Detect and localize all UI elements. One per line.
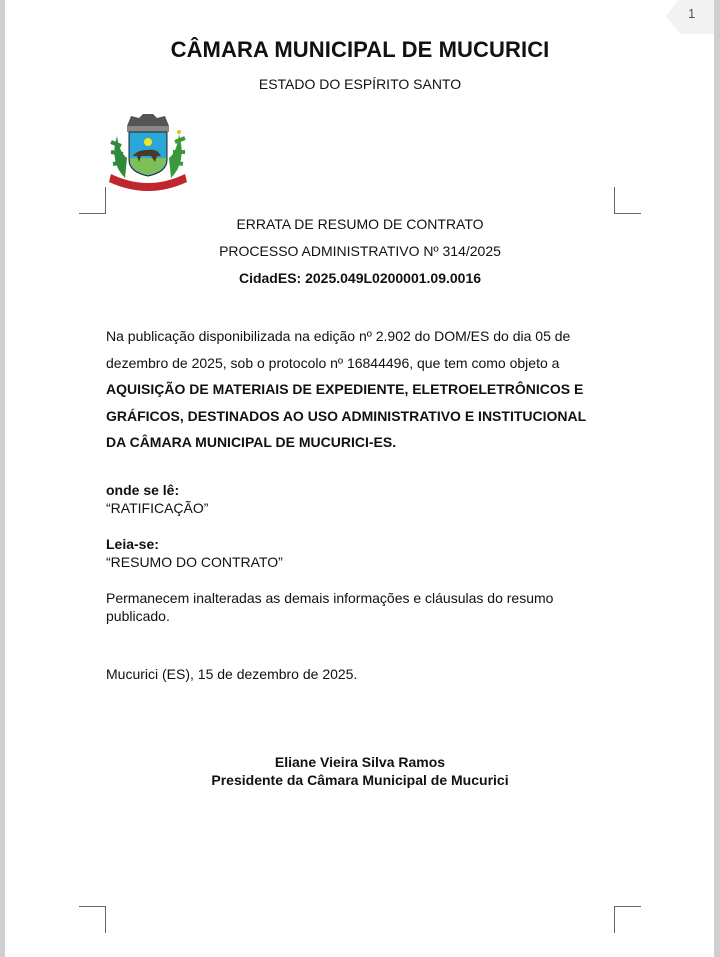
margin-mark-top-left bbox=[79, 187, 106, 214]
cidades-code-heading: CidadES: 2025.049L0200001.09.0016 bbox=[238, 270, 482, 286]
page-title: CÂMARA MUNICIPAL DE MUCURICI bbox=[170, 37, 550, 62]
publication-paragraph bbox=[106, 323, 606, 456]
page-subtitle: ESTADO DO ESPÍRITO SANTO bbox=[258, 76, 462, 92]
contract-object: AQUISIÇÃO DE MATERIAIS DE EXPEDIENTE, ELETROELETRÔNICOS E GRÁFICOS, DESTINADOS AO USO ADMINISTRATIVO E INSTITUCIONAL DA CÂMARA MUNICIPAL DE MUCURICI-ES. bbox=[106, 381, 586, 450]
signatory-name: Eliane Vieira Silva Ramos bbox=[274, 754, 446, 770]
remain-unchanged-text: Permanecem inalteradas as demais informações e cláusulas do resumo publicado. bbox=[106, 590, 554, 624]
where-reads-label: onde se lê: bbox=[106, 482, 180, 498]
coat-of-arms-icon bbox=[105, 112, 191, 196]
margin-mark-bottom-left bbox=[79, 906, 106, 933]
where-reads-value: “RATIFICAÇÃO” bbox=[106, 500, 209, 516]
process-number-heading: PROCESSO ADMINISTRATIVO Nº 314/2025 bbox=[219, 243, 501, 259]
place-date: Mucurici (ES), 15 de dezembro de 2025. bbox=[106, 666, 358, 682]
read-as-value: “RESUMO DO CONTRATO” bbox=[106, 554, 283, 570]
read-as-label: Leia-se: bbox=[106, 536, 159, 552]
signatory-role: Presidente da Câmara Municipal de Mucurici bbox=[211, 772, 509, 788]
page-number: 1 bbox=[688, 6, 696, 21]
margin-mark-bottom-right bbox=[614, 906, 641, 933]
publication-intro: Na publicação disponibilizada na edição nº 2.902 do DOM/ES do dia 05 de dezembro de 2025, sob o protocolo nº 16844496, que tem como objeto a bbox=[106, 328, 571, 371]
margin-mark-top-right bbox=[614, 187, 641, 214]
errata-heading: ERRATA DE RESUMO DE CONTRATO bbox=[236, 216, 484, 232]
